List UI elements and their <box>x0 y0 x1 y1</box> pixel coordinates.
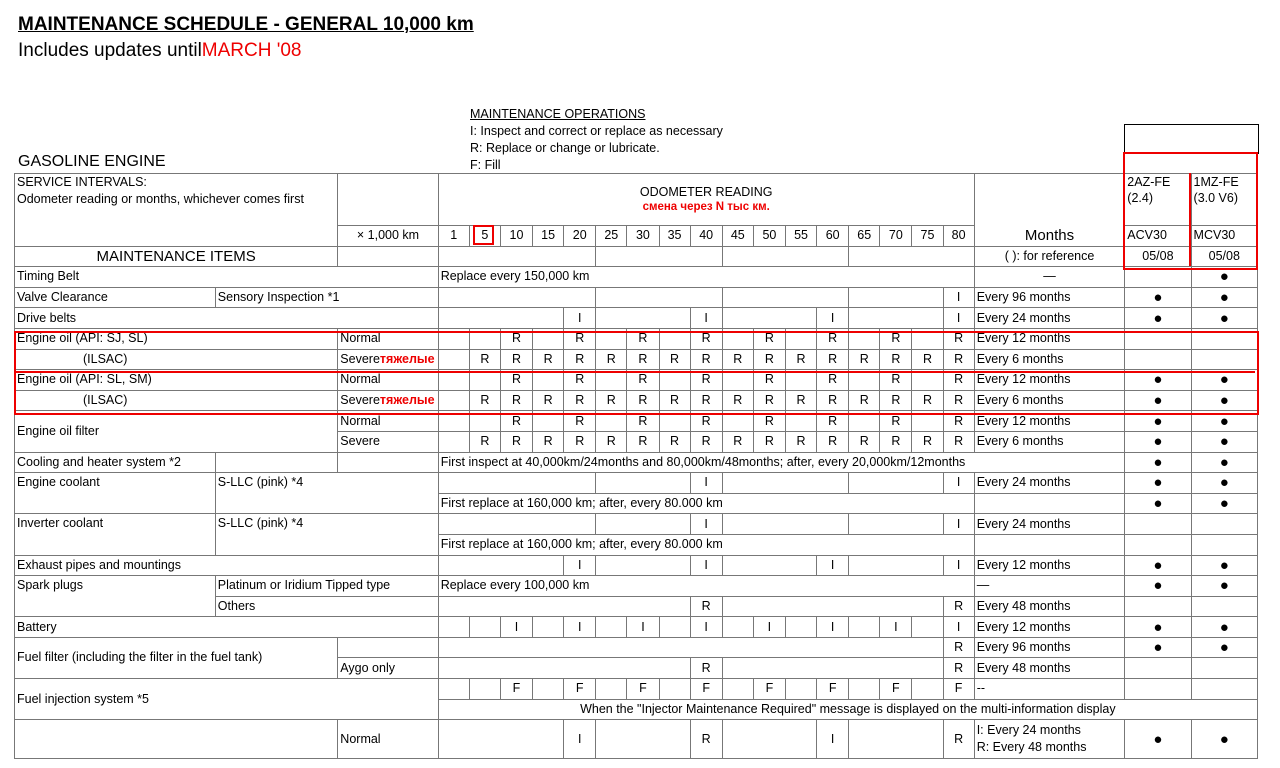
applies-dot: ● <box>1125 720 1191 759</box>
months-cell: Every 6 months <box>974 349 1125 370</box>
applies-dot: ● <box>1191 473 1257 494</box>
applies-dot: ● <box>1125 287 1191 308</box>
spark-sub-platinum: Platinum or Iridium Tipped type <box>215 576 438 597</box>
item-cooling-heater: Cooling and heater system *2 <box>15 452 216 473</box>
subtitle-prefix: Includes updates until <box>18 40 202 61</box>
table-row <box>15 370 1258 391</box>
schedule-mark: R <box>880 431 912 452</box>
table-row <box>15 452 1258 473</box>
months-cell <box>974 720 1125 759</box>
schedule-mark: R <box>564 411 596 432</box>
schedule-mark: R <box>943 658 974 679</box>
item-valve-clearance: Valve Clearance <box>15 287 216 308</box>
schedule-mark: F <box>880 679 912 700</box>
engine-type-heading: GASOLINE ENGINE <box>18 153 166 170</box>
engine-2az <box>1125 174 1191 226</box>
item-engine-oil-sl-sm: Engine oil (API: SL, SM) <box>15 370 338 391</box>
schedule-mark: I <box>627 617 659 638</box>
schedule-mark: R <box>849 349 880 370</box>
schedule-mark: R <box>690 411 722 432</box>
schedule-mark: R <box>943 349 974 370</box>
schedule-mark: I <box>817 617 849 638</box>
schedule-mark: F <box>817 679 849 700</box>
months-cell: Every 12 months <box>974 411 1125 432</box>
schedule-mark: R <box>753 431 785 452</box>
schedule-mark: I <box>880 617 912 638</box>
schedule-mark: R <box>943 637 974 658</box>
maintenance-items-header: MAINTENANCE ITEMS <box>15 246 338 267</box>
schedule-mark: R <box>469 349 500 370</box>
months-cell: — <box>974 576 1125 597</box>
applies-dot: ● <box>1191 493 1257 514</box>
months-inspect: I: Every 24 months <box>976 723 1081 738</box>
schedule-mark: R <box>469 390 500 411</box>
months-cell: — <box>974 267 1125 288</box>
schedule-mark: R <box>690 720 722 759</box>
condition-severe: Severe <box>340 351 380 366</box>
ops-heading: MAINTENANCE OPERATIONS <box>470 107 646 121</box>
table-row <box>15 411 1258 432</box>
km-45: 45 <box>722 226 753 247</box>
months-cell: Every 24 months <box>974 473 1125 494</box>
item-drive-belts: Drive belts <box>15 308 439 329</box>
schedule-mark: R <box>753 328 785 349</box>
schedule-mark: R <box>627 390 659 411</box>
schedule-mark: I <box>943 555 974 576</box>
x1000-label: × 1,000 km <box>338 226 438 247</box>
condition-normal: Normal <box>338 720 438 759</box>
schedule-mark: R <box>817 431 849 452</box>
schedule-mark: R <box>564 328 596 349</box>
schedule-mark: I <box>943 514 974 535</box>
schedule-mark: I <box>943 617 974 638</box>
schedule-mark: R <box>817 411 849 432</box>
schedule-mark: R <box>722 349 753 370</box>
chassis-mcv30: MCV30 <box>1191 226 1257 247</box>
schedule-mark: F <box>943 679 974 700</box>
schedule-mark: R <box>627 349 659 370</box>
months-cell: Every 12 months <box>974 370 1125 391</box>
table-row <box>15 473 1258 494</box>
months-cell: Every 48 months <box>974 596 1125 617</box>
schedule-mark: I <box>564 720 596 759</box>
schedule-mark: R <box>564 370 596 391</box>
schedule-mark: R <box>533 431 564 452</box>
schedule-mark: R <box>785 431 816 452</box>
inverter-span: First replace at 160,000 km; after, every 80.000 km <box>438 534 974 555</box>
applies-dot: ● <box>1191 370 1257 391</box>
schedule-mark: R <box>785 390 816 411</box>
schedule-mark: R <box>596 390 627 411</box>
applies-dot: ● <box>1191 452 1257 473</box>
item-engine-oil-sj-sl: Engine oil (API: SJ, SL) <box>15 328 338 349</box>
table-row <box>15 287 1258 308</box>
schedule-mark: I <box>690 514 722 535</box>
months-cell: Every 12 months <box>974 328 1125 349</box>
months-cell: Every 24 months <box>974 514 1125 535</box>
km-20: 20 <box>564 226 596 247</box>
item-fuel-injection: Fuel injection system *5 <box>15 679 439 720</box>
schedule-mark: R <box>596 431 627 452</box>
schedule-mark: R <box>533 349 564 370</box>
months-cell: Every 6 months <box>974 431 1125 452</box>
schedule-mark: R <box>500 328 532 349</box>
service-intervals-label: SERVICE INTERVALS: <box>17 175 147 189</box>
page-subtitle <box>18 40 302 62</box>
km-1: 1 <box>438 226 469 247</box>
schedule-mark: R <box>627 328 659 349</box>
schedule-mark: I <box>753 617 785 638</box>
applies-dot: ● <box>1125 637 1191 658</box>
table-row <box>15 555 1258 576</box>
schedule-mark: R <box>690 596 722 617</box>
item-inverter-coolant: Inverter coolant <box>15 514 216 555</box>
applies-dot: ● <box>1191 431 1257 452</box>
schedule-mark: R <box>690 328 722 349</box>
applies-dot: ● <box>1191 411 1257 432</box>
applies-dot: ● <box>1125 617 1191 638</box>
schedule-mark: I <box>690 473 722 494</box>
months-cell: Every 48 months <box>974 658 1125 679</box>
page-title: MAINTENANCE SCHEDULE - GENERAL 10,000 km <box>18 14 474 35</box>
service-intervals-desc: Odometer reading or months, whichever comes first <box>17 192 304 206</box>
schedule-mark: R <box>912 349 943 370</box>
schedule-mark: R <box>753 370 785 391</box>
maintenance-operations-legend <box>470 106 723 174</box>
schedule-mark: R <box>659 431 690 452</box>
schedule-mark: R <box>500 411 532 432</box>
schedule-mark: R <box>500 349 532 370</box>
schedule-mark: R <box>564 390 596 411</box>
schedule-mark: I <box>500 617 532 638</box>
applies-dot: ● <box>1191 617 1257 638</box>
schedule-mark: R <box>943 390 974 411</box>
applies-dot: ● <box>1191 555 1257 576</box>
schedule-mark: R <box>596 349 627 370</box>
spark-sub-others: Others <box>215 596 438 617</box>
table-row <box>15 328 1258 349</box>
months-cell: Every 6 months <box>974 390 1125 411</box>
km-25: 25 <box>596 226 627 247</box>
km-60: 60 <box>817 226 849 247</box>
engine-code: 1MZ-FE <box>1193 175 1239 189</box>
schedule-mark: R <box>753 390 785 411</box>
km-35: 35 <box>659 226 690 247</box>
spark-span: Replace every 100,000 km <box>438 576 974 597</box>
schedule-mark: R <box>785 349 816 370</box>
schedule-mark: I <box>817 308 849 329</box>
km-40: 40 <box>690 226 722 247</box>
schedule-mark: R <box>880 411 912 432</box>
schedule-mark: I <box>690 308 722 329</box>
table-row <box>15 349 1258 370</box>
schedule-mark: I <box>943 308 974 329</box>
severe-note: тяжелые <box>379 351 435 366</box>
schedule-mark: R <box>817 349 849 370</box>
schedule-mark: R <box>627 411 659 432</box>
item-fuel-filter: Fuel filter (including the filter in the fuel tank) <box>15 637 338 678</box>
condition-severe: Severe <box>340 393 380 408</box>
applies-dot: ● <box>1125 370 1191 391</box>
km-10: 10 <box>500 226 532 247</box>
condition-normal: Normal <box>338 328 438 349</box>
schedule-mark: F <box>500 679 532 700</box>
valve-sub: Sensory Inspection *1 <box>215 287 438 308</box>
schedule-mark: R <box>500 431 532 452</box>
applies-dot: ● <box>1125 452 1191 473</box>
schedule-mark: R <box>564 431 596 452</box>
item-ilsac: (ILSAC) <box>15 349 338 370</box>
schedule-mark: R <box>690 349 722 370</box>
schedule-mark: R <box>943 720 974 759</box>
schedule-mark: R <box>533 390 564 411</box>
applies-dot <box>1125 267 1191 288</box>
schedule-mark: R <box>500 370 532 391</box>
table-row <box>15 308 1258 329</box>
item-engine-coolant: Engine coolant <box>15 473 216 514</box>
fuel-injection-span: When the "Injector Maintenance Required" message is displayed on the multi-information display <box>438 699 1257 720</box>
km-50: 50 <box>753 226 785 247</box>
schedule-mark: R <box>690 370 722 391</box>
date-1mz: 05/08 <box>1191 246 1257 267</box>
service-intervals-cell <box>15 174 338 247</box>
applies-dot: ● <box>1125 431 1191 452</box>
applies-dot: ● <box>1191 267 1257 288</box>
table-row <box>15 617 1258 638</box>
item-spark-plugs: Spark plugs <box>15 576 216 617</box>
km-65: 65 <box>849 226 880 247</box>
date-2az: 05/08 <box>1125 246 1191 267</box>
km-30: 30 <box>627 226 659 247</box>
km-70: 70 <box>880 226 912 247</box>
months-cell: Every 24 months <box>974 308 1125 329</box>
schedule-mark: R <box>564 349 596 370</box>
schedule-mark: R <box>690 658 722 679</box>
schedule-mark: R <box>912 390 943 411</box>
models-header-box <box>1124 124 1259 154</box>
months-cell: -- <box>974 679 1125 700</box>
odometer-note: смена через N тыс км. <box>642 200 770 213</box>
months-cell: Every 12 months <box>974 555 1125 576</box>
ops-inspect: I: Inspect and correct or replace as necessary <box>470 124 723 138</box>
schedule-mark: F <box>753 679 785 700</box>
applies-dot: ● <box>1191 308 1257 329</box>
engine-code: 2AZ-FE <box>1127 175 1171 189</box>
subtitle-date: MARCH '08 <box>201 40 302 61</box>
engine-displacement: (3.0 V6) <box>1193 191 1239 205</box>
for-reference: ( ): for reference <box>974 246 1125 267</box>
schedule-mark: R <box>880 349 912 370</box>
odometer-reading-label: ODOMETER READING <box>639 184 773 199</box>
km-15: 15 <box>533 226 564 247</box>
months-header: Months <box>974 226 1125 247</box>
schedule-mark: R <box>722 431 753 452</box>
ops-replace: R: Replace or change or lubricate. <box>470 141 660 155</box>
applies-dot: ● <box>1125 308 1191 329</box>
coolant-sub: S-LLC (pink) *4 <box>215 473 438 514</box>
schedule-mark: R <box>817 370 849 391</box>
schedule-mark: R <box>690 431 722 452</box>
schedule-mark: I <box>564 308 596 329</box>
schedule-mark: R <box>817 390 849 411</box>
schedule-mark: R <box>659 390 690 411</box>
km-75: 75 <box>912 226 943 247</box>
applies-dot: ● <box>1191 390 1257 411</box>
engine-displacement: (2.4) <box>1127 191 1153 205</box>
applies-dot: ● <box>1125 473 1191 494</box>
item-ilsac: (ILSAC) <box>15 390 338 411</box>
schedule-mark: R <box>880 390 912 411</box>
schedule-mark: R <box>500 390 532 411</box>
condition-normal: Normal <box>338 411 438 432</box>
engine-1mz <box>1191 174 1257 226</box>
schedule-mark: I <box>564 555 596 576</box>
item-timing-belt: Timing Belt <box>15 267 439 288</box>
months-replace: R: Every 48 months <box>976 740 1087 755</box>
schedule-mark: R <box>690 390 722 411</box>
schedule-mark: R <box>469 431 500 452</box>
months-cell: Every 96 months <box>974 637 1125 658</box>
table-row <box>15 267 1258 288</box>
condition-severe: Severe <box>338 431 438 452</box>
schedule-mark: F <box>690 679 722 700</box>
months-cell: Every 12 months <box>974 617 1125 638</box>
schedule-mark: I <box>943 473 974 494</box>
schedule-mark: R <box>880 370 912 391</box>
schedule-mark: R <box>849 431 880 452</box>
severe-note: тяжелые <box>379 393 435 408</box>
schedule-mark: R <box>943 431 974 452</box>
schedule-mark: R <box>753 349 785 370</box>
km-55: 55 <box>785 226 816 247</box>
table-row <box>15 390 1258 411</box>
schedule-mark: R <box>943 328 974 349</box>
schedule-mark: I <box>817 720 849 759</box>
table-row <box>15 679 1258 700</box>
maintenance-table <box>14 173 1258 759</box>
timing-belt-span: Replace every 150,000 km <box>438 267 974 288</box>
schedule-mark: R <box>722 390 753 411</box>
cooling-span: First inspect at 40,000km/24months and 80,000km/48months; after, every 20,000km/12months <box>438 452 1125 473</box>
schedule-mark: R <box>817 328 849 349</box>
schedule-mark: R <box>753 411 785 432</box>
schedule-mark: I <box>690 555 722 576</box>
table-row <box>15 720 1258 759</box>
item-battery: Battery <box>15 617 439 638</box>
schedule-mark: F <box>564 679 596 700</box>
applies-dot: ● <box>1191 637 1257 658</box>
table-row <box>15 576 1258 597</box>
schedule-mark: I <box>690 617 722 638</box>
inverter-sub: S-LLC (pink) *4 <box>215 514 438 555</box>
applies-dot: ● <box>1191 720 1257 759</box>
schedule-mark: R <box>943 411 974 432</box>
condition-normal: Normal <box>338 370 438 391</box>
chassis-acv30: ACV30 <box>1125 226 1191 247</box>
item-exhaust: Exhaust pipes and mountings <box>15 555 439 576</box>
applies-dot: ● <box>1125 411 1191 432</box>
applies-dot: ● <box>1125 493 1191 514</box>
schedule-mark: I <box>943 287 974 308</box>
schedule-mark: R <box>627 370 659 391</box>
table-row <box>15 637 1258 658</box>
applies-dot: ● <box>1191 287 1257 308</box>
schedule-mark: I <box>817 555 849 576</box>
km-80: 80 <box>943 226 974 247</box>
schedule-mark: R <box>943 370 974 391</box>
schedule-mark: I <box>564 617 596 638</box>
applies-dot: ● <box>1125 555 1191 576</box>
schedule-mark: R <box>659 349 690 370</box>
applies-dot: ● <box>1125 390 1191 411</box>
schedule-mark: R <box>912 431 943 452</box>
schedule-mark: F <box>627 679 659 700</box>
schedule-mark: R <box>943 596 974 617</box>
months-cell: Every 96 months <box>974 287 1125 308</box>
table-row <box>15 514 1258 535</box>
odometer-header <box>438 174 974 226</box>
schedule-mark: R <box>880 328 912 349</box>
schedule-mark: R <box>849 390 880 411</box>
condition-aygo: Aygo only <box>338 658 438 679</box>
ops-fill: F: Fill <box>470 158 501 172</box>
coolant-span: First replace at 160,000 km; after, every 80.000 km <box>438 493 974 514</box>
schedule-mark: R <box>627 431 659 452</box>
km-5: 5 <box>469 226 500 247</box>
item-engine-oil-filter: Engine oil filter <box>15 411 338 452</box>
applies-dot: ● <box>1125 576 1191 597</box>
applies-dot: ● <box>1191 576 1257 597</box>
